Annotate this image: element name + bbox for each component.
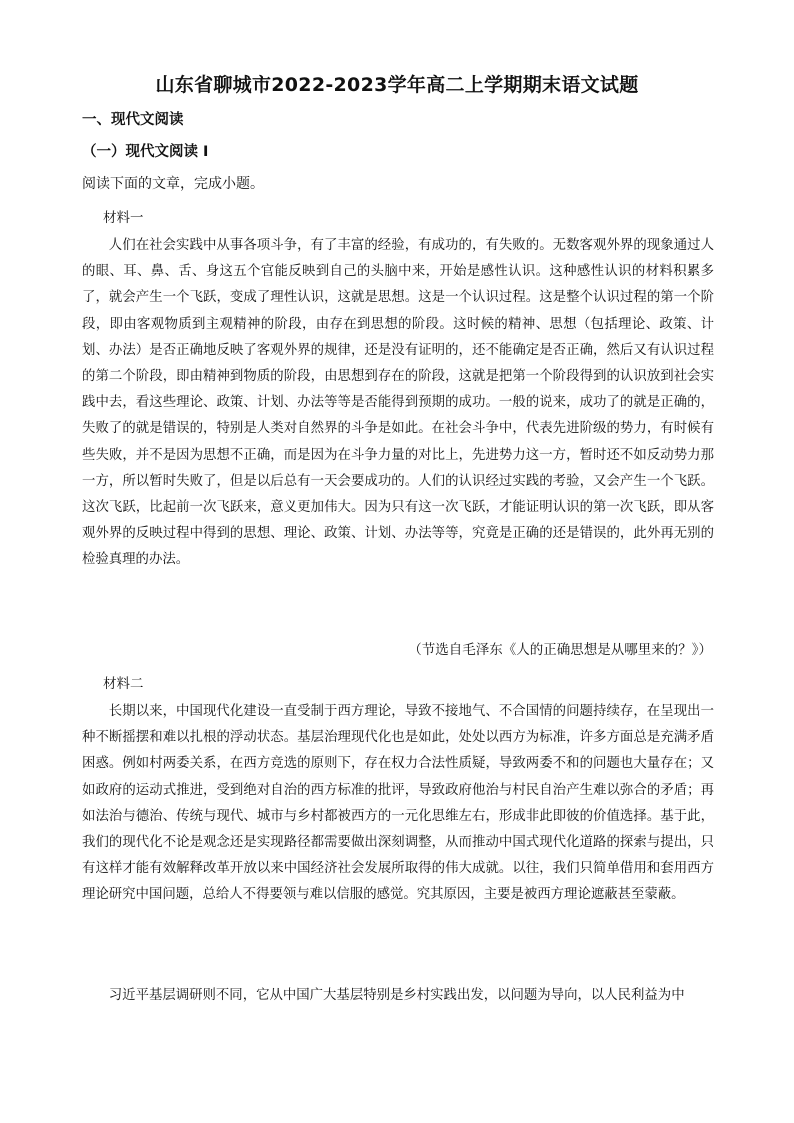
material-2-label: 材料二 — [103, 676, 144, 692]
section-heading: 一、现代文阅读 — [82, 112, 184, 128]
material-2-paragraph-2: 习近平基层调研则不同，它从中国广大基层特别是乡村实践出发，以问题为导向，以人民利益为中 — [108, 988, 685, 1003]
material-1-label: 材料一 — [103, 210, 144, 226]
material-2-paragraph-1: 长期以来，中国现代化建设一直受制于西方理论，导致不接地气、不合国情的问题持续存，在呈现出一种不断摇摆和难以扎根的浮动状态。基层治理现代化也是如此，处处以西方为标准，许多方面总是充满矛盾困惑。例如村两委关系，在西方竞选的原则下，存在权力合法性质疑，导致两委不和的问题也大量存在；又如政府的运动式推进，受到绝对自治的西方标准的批评，导致政府他治与村民自治产生难以弥合的矛盾；再如法治与德治、传统与现代、城市与乡村都被西方的一元化思维左右，形成非此即彼的价值选择。基于此，我们的现代化不论是观念还是实现路径都需要做出深刻调整，从而推动中国式现代化道路的探索与提出，只有这样才能有效解释改革开放以来中国经济社会发展所取得的伟大成就。以往，我们只简单借用和套用西方理论研究中国问题，总给人不得要领与难以信服的感觉。究其原因，主要是被西方理论遮蔽甚至蒙蔽。 — [82, 704, 714, 903]
subsection-heading: （一）现代文阅读 I — [82, 144, 209, 160]
material-1-source: （节选自毛泽东《人的正确思想是从哪里来的？》） — [408, 642, 712, 658]
document-title: 山东省聊城市2022-2023学年高二上学期期末语文试题 — [155, 74, 639, 96]
material-1-paragraph: 人们在社会实践中从事各项斗争，有了丰富的经验，有成功的，有失败的。无数客观外界的现象通过人的眼、耳、鼻、舌、身这五个官能反映到自己的头脑中来，开始是感性认识。这种感性认识的材料积累多了，就会产生一个飞跃，变成了理性认识，这就是思想。这是一个认识过程。这是整个认识过程的第一个阶段，即由客观物质到主观精神的阶段，由存在到思想的阶段。这时候的精神、思想（包括理论、政策、计划、办法）是否正确地反映了客观外界的规律，还是没有证明的，还不能确定是否正确，然后又有认识过程的第二个阶段，即由精神到物质的阶段，由思想到存在的阶段，这就是把第一个阶段得到的认识放到社会实践中去，看这些理论、政策、计划、办法等等是否能得到预期的成功。一般的说来，成功了的就是正确的，失败了的就是错误的，特别是人类对自然界的斗争是如此。在社会斗争中，代表先进阶级的势力，有时候有些失败，并不是因为思想不正确，而是因为在斗争力量的对比上，先进势力这一方，暂时还不如反动势力那一方，所以暂时失败了，但是以后总有一天会要成功的。人们的认识经过实践的考验，又会产生一个飞跃。这次飞跃，比起前一次飞跃来，意义更加伟大。因为只有这一次飞跃，才能证明认识的第一次飞跃，即从客观外界的反映过程中得到的思想、理论、政策、计划、办法等等，究竟是正确的还是错误的，此外再无别的检验真理的办法。 — [82, 238, 714, 568]
reading-instruction: 阅读下面的文章，完成小题。 — [82, 176, 264, 192]
